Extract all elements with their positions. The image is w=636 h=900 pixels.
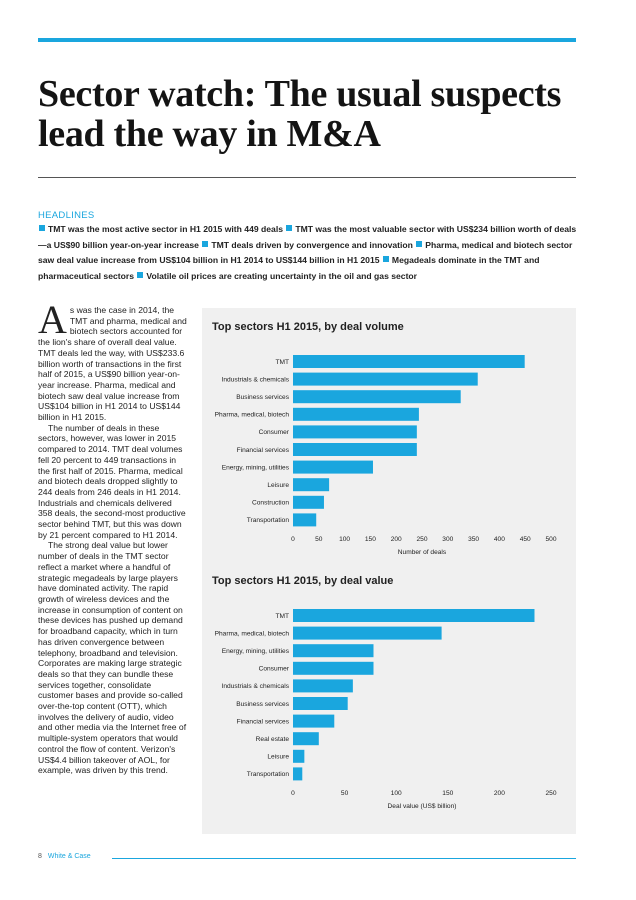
headlines-list	[38, 222, 578, 284]
body-paragraph: The strong deal value but lower number of deals in the TMT sector reflect a market where a handful of strategic megadeals by large players have dominated activity. The rapid growth of wireless devices and the increase in consumption of content on these devices has pushed up demand for broadband capacity, which in turn has driven convergence between telephony, broadband and television. Corporates are making large strategic deals so that they can bundle these services together, consolidate customer bases and provide so-called over-the-top content (OTT), which involves the delivery of audio, video and other media via the Internet free of multiple-system operators that would control the flow of content. Verizon's US$4.4 billion takeover of AOL, for example, was driven by this trend.	[38, 540, 187, 776]
category-label-volume: Pharma, medical, biotech	[214, 411, 289, 419]
category-label-value: Transportation	[246, 771, 289, 779]
category-label-value: Industrials & chemicals	[221, 683, 289, 691]
bar-volume	[293, 478, 329, 491]
square-bullet-icon	[383, 256, 389, 262]
x-tick-label-volume: 400	[493, 536, 505, 543]
category-label-value: Leisure	[267, 753, 289, 761]
x-tick-label-volume: 150	[364, 536, 376, 543]
x-tick-label-volume: 100	[339, 536, 351, 543]
bar-value	[293, 679, 353, 692]
body-paragraph-text: s was the case in 2014, the TMT and pharma, medical and biotech sectors accounted for the lion's share of overall deal value. TMT deals led the way, with US$233.6 billion worth of transactions in the first half of 2015, a US$90 billion year-on-year increase. Pharma, medical and biotech saw deal value increase from US$104 billion in H1 2014 to US$144 billion in H1 2015.	[38, 305, 187, 423]
bar-volume	[293, 425, 417, 438]
x-tick-label-volume: 50	[315, 536, 323, 543]
square-bullet-icon	[202, 241, 208, 247]
chart-title-value: Top sectors H1 2015, by deal value	[212, 575, 394, 587]
page-title: Sector watch: The usual suspects lead the way in M&A	[38, 73, 562, 155]
category-label-volume: Leisure	[267, 482, 289, 489]
bar-value	[293, 715, 334, 728]
bar-volume	[293, 355, 525, 368]
bar-value	[293, 662, 373, 675]
square-bullet-icon	[286, 225, 292, 231]
x-tick-label-volume: 500	[545, 536, 557, 543]
bar-value	[293, 697, 348, 710]
x-axis-label-volume: Number of deals	[397, 549, 447, 556]
square-bullet-icon	[416, 241, 422, 247]
x-tick-label-value: 200	[493, 790, 505, 797]
footer-rule	[112, 858, 576, 859]
bar-value	[293, 609, 534, 622]
category-label-value: Business services	[236, 700, 289, 708]
x-tick-label-volume: 250	[416, 536, 428, 543]
headline-item: TMT was the most valuable sector with US$234 billion worth of deals—a US$90 billion year-on-year increase	[38, 224, 577, 250]
x-tick-label-volume: 200	[390, 536, 402, 543]
x-tick-label-volume: 350	[468, 536, 480, 543]
bar-volume	[293, 496, 324, 509]
bar-value	[293, 767, 302, 780]
x-tick-label-volume: 450	[519, 536, 531, 543]
bar-volume	[293, 373, 478, 386]
bar-value	[293, 750, 304, 763]
x-tick-label-value: 150	[442, 790, 454, 797]
x-tick-label-value: 50	[340, 790, 349, 797]
x-tick-label-value: 250	[545, 790, 557, 797]
drop-cap: A	[38, 297, 67, 342]
category-label-volume: Financial services	[236, 446, 289, 454]
category-label-volume: Energy, mining, utilities	[221, 464, 289, 472]
footer-brand: White & Case	[47, 853, 91, 860]
headlines-label: HEADLINES	[38, 210, 95, 221]
headline-item: TMT was the most active sector in H1 2015 with 449 deals	[48, 224, 283, 234]
category-label-value: TMT	[275, 612, 289, 620]
bar-volume	[293, 408, 419, 421]
chart-title-volume: Top sectors H1 2015, by deal volume	[212, 321, 404, 333]
bar-value	[293, 732, 319, 745]
category-label-value: Real estate	[255, 736, 289, 743]
bar-volume	[293, 461, 373, 474]
x-tick-label-volume: 0	[291, 536, 295, 543]
headline-item: Volatile oil prices are creating uncertainty in the oil and gas sector	[146, 270, 418, 281]
square-bullet-icon	[137, 272, 143, 278]
top-accent-rule	[38, 38, 576, 42]
footer	[38, 853, 91, 860]
headline-item: Megadeals dominate in the TMT and pharmaceutical sectors	[38, 255, 540, 281]
headline-item: Pharma, medical and biotech sector saw deal value increase from US$104 billion in H1 2014 to US$144 billion in H1 2015	[38, 239, 573, 266]
x-tick-label-value: 100	[390, 790, 402, 797]
bar-volume	[293, 513, 316, 526]
bar-volume	[293, 443, 417, 456]
body-paragraph	[38, 297, 188, 423]
category-label-value: Consumer	[258, 665, 289, 673]
category-label-value: Pharma, medical, biotech	[214, 630, 289, 638]
x-axis-label-value: Deal value (US$ billion)	[387, 803, 457, 810]
category-label-value: Financial services	[236, 718, 289, 726]
category-label-volume: Consumer	[258, 429, 289, 437]
x-tick-label-volume: 300	[442, 536, 454, 543]
category-label-volume: TMT	[275, 358, 289, 366]
category-label-value: Energy, mining, utilities	[221, 648, 289, 655]
chart-deal-volume	[202, 348, 576, 568]
charts-panel	[202, 308, 576, 834]
headline-item: TMT deals driven by convergence and innovation	[211, 239, 413, 250]
chart-deal-value	[202, 602, 576, 822]
category-label-volume: Business services	[236, 394, 289, 401]
x-tick-label-value: 0	[291, 790, 295, 797]
page-number: 8	[38, 853, 42, 860]
body-paragraph: The number of deals in these sectors, however, was lower in 2015 compared to 2014. TMT deal volumes fell 20 percent to 449 transactions in the first half of 2015. Pharma, medical and biotech deals dropped slightly to 244 deals from 246 deals in H1 2014. Industrials and chemicals delivered 358 deals, the second-most productive sector behind TMT, but this was down by 21 percent compared to H1 2014.	[38, 422, 186, 540]
category-label-volume: Construction	[251, 499, 289, 507]
bar-value	[293, 627, 442, 640]
category-label-volume: Industrials & chemicals	[221, 376, 289, 384]
bar-volume	[293, 390, 461, 403]
title-divider	[38, 177, 576, 178]
square-bullet-icon	[39, 225, 45, 231]
article-body	[38, 297, 188, 776]
category-label-volume: Transportation	[246, 517, 289, 525]
bar-value	[293, 644, 373, 657]
